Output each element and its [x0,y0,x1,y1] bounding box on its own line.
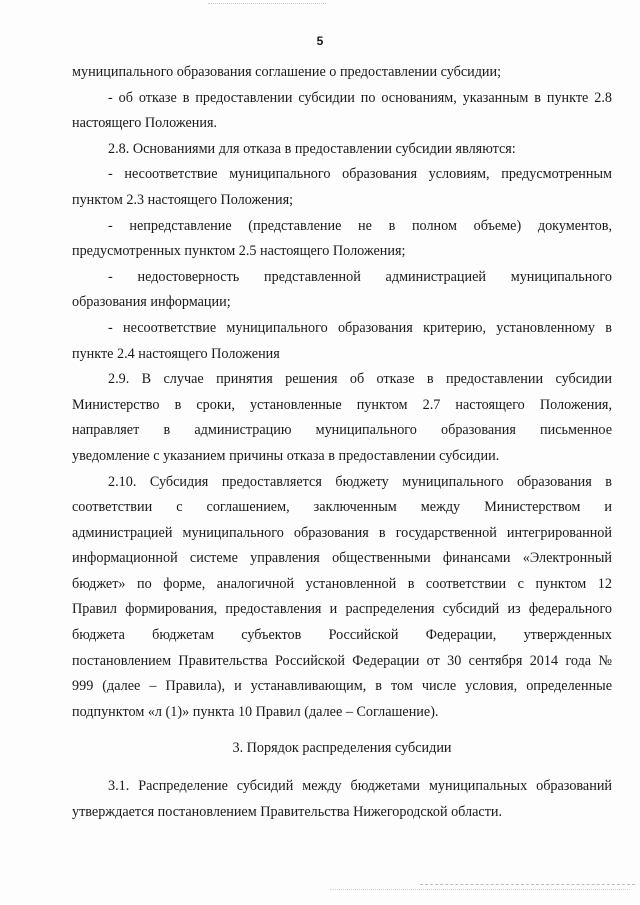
text-line: уведомление с указанием причины отказа в предоставлении субсидии. [72,447,500,464]
text-line: - об отказе в предоставлении субсидии по основаниям, указанным в пункте 2.8 [108,89,612,106]
text-line: администрацией муниципального образования в государственной интегрированной [72,524,612,541]
text-line: 2.9. В случае принятия решения об отказе в предоставлении субсидии [108,371,612,388]
scan-artifact-bottom [420,884,635,885]
text-line: постановлением Правительства Российской Федерации от 30 сентября 2014 года № [72,652,612,669]
text-line: пунктом 2.3 настоящего Положения; [72,191,294,208]
scan-artifact-bottom [330,889,630,890]
text-line: бюджет» по форме, аналогичной установленной в соответствии с пунктом 12 [72,575,612,592]
text-line: образования информации; [72,294,231,311]
text-line: соответствии с соглашением, заключенным между Министерством и [72,499,612,516]
text-line: - недостоверность представленной администрацией муниципального [108,268,612,285]
text-line: Правил формирования, предоставления и распределения субсидий из федерального [72,601,612,618]
text-line: 999 (далее – Правила), и устанавливающим, в том числе условия, определенные [72,678,612,695]
text-line: информационной системе управления общественными финансами «Электронный [72,550,612,567]
text-line: - несоответствие муниципального образования критерию, установленному в [108,319,612,336]
text-line: - непредставление (представление не в полном объеме) документов, [108,217,612,234]
text-line: направляет в администрацию муниципального образования письменное [72,422,612,439]
section-heading: 3. Порядок распределения субсидии [232,740,452,757]
text-line: предусмотренных пунктом 2.5 настоящего Положения; [72,243,406,260]
text-line: 2.10. Субсидия предоставляется бюджету муниципального образования в [108,473,612,490]
scan-artifact-top [208,3,326,5]
text-line: 3.1. Распределение субсидий между бюджетами муниципальных образований [108,778,612,795]
text-line: - несоответствие муниципального образования условиям, предусмотренным [108,166,612,183]
text-line: подпунктом «л (1)» пункта 10 Правил (далее – Соглашение). [72,703,439,720]
text-line: бюджета бюджетам субъектов Российской Федерации, утвержденных [72,627,612,644]
page-number: 5 [316,34,324,48]
text-line: Министерство в сроки, установленные пунктом 2.7 настоящего Положения, [72,396,612,413]
text-line: пункте 2.4 настоящего Положения [72,345,280,362]
text-line: настоящего Положения. [72,115,218,132]
text-line: муниципального образования соглашение о предоставлении субсидии; [72,64,502,80]
document-body [72,60,612,826]
text-line: утверждается постановлением Правительства Нижегородской области. [72,804,503,821]
text-line: 2.8. Основаниями для отказа в предоставлении субсидии являются: [108,140,516,157]
